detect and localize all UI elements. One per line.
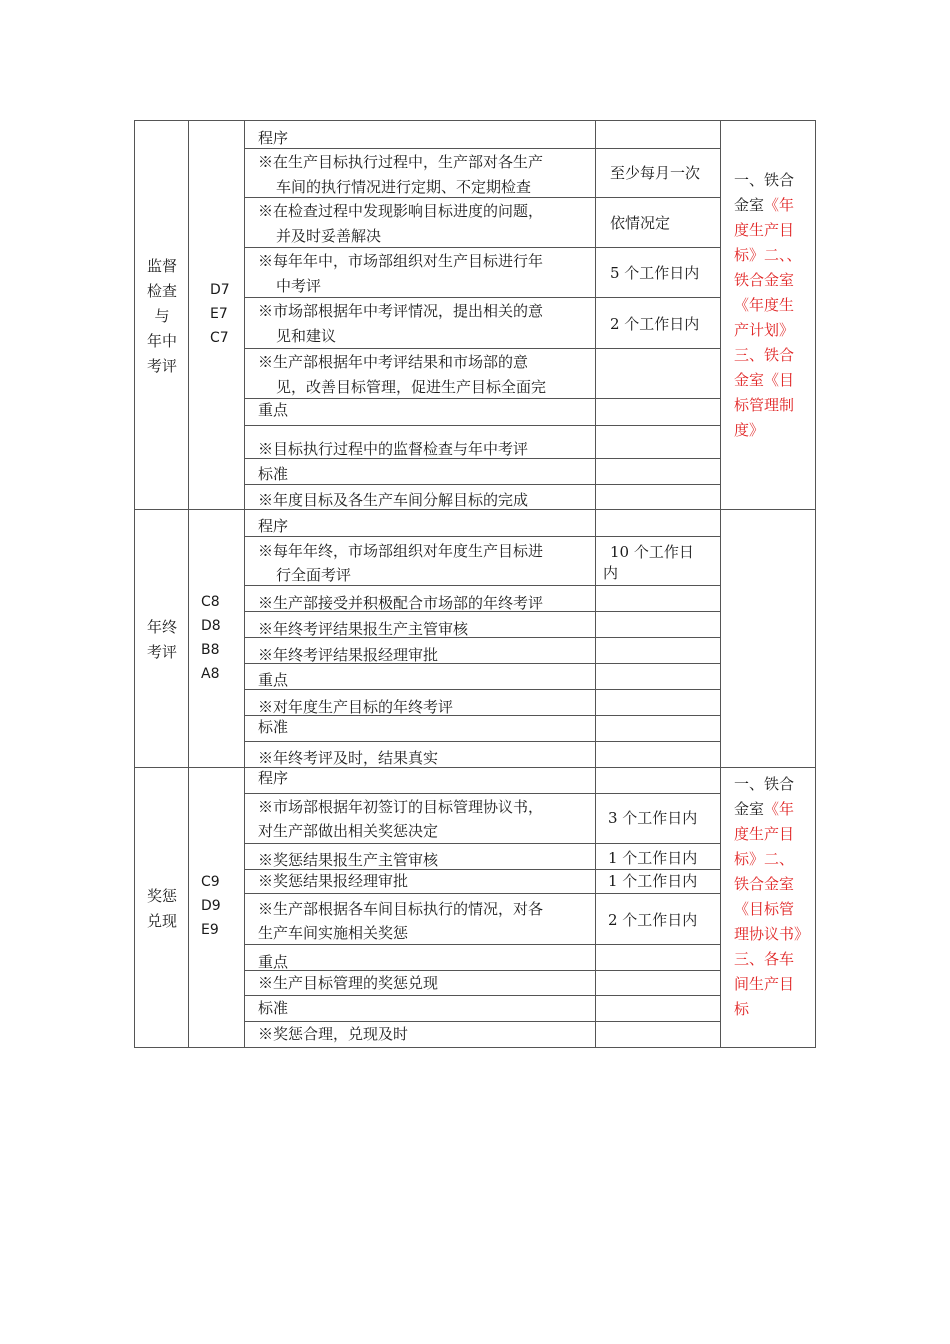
table-row-text: 中考评 xyxy=(276,277,322,295)
row-heading-key-point: 重点 xyxy=(258,671,289,689)
row-heading-key-point: 重点 xyxy=(258,953,289,971)
table-row-text: ※在生产目标执行过程中，生产部对各生产 xyxy=(258,153,544,171)
section-name xyxy=(140,884,184,934)
time-limit: 1 个工作日内 xyxy=(608,872,698,890)
table-row-text: ※年终考评结果报生产主管审核 xyxy=(258,620,469,638)
section-name-line: 考评 xyxy=(146,357,177,375)
ref-text: 一、铁合金室 xyxy=(734,171,795,214)
table-row-text: 见和建议 xyxy=(276,327,337,345)
code: D7 xyxy=(210,282,230,298)
code: E9 xyxy=(201,922,219,938)
table-row-text: ※年终考评及时，结果真实 xyxy=(258,749,439,767)
code: C8 xyxy=(201,594,220,610)
table-row-text: 并及时妥善解决 xyxy=(276,227,382,245)
section-codes xyxy=(210,278,230,350)
table-row-text: ※市场部根据年初签订的目标管理协议书， xyxy=(258,798,544,816)
table-row-text: ※年终考评结果报经理审批 xyxy=(258,646,439,664)
code: C9 xyxy=(201,874,220,890)
time-limit: 内 xyxy=(603,564,619,582)
section-name-line: 年中 xyxy=(146,332,177,350)
section-name xyxy=(140,615,184,665)
table-row-text: ※生产目标管理的奖惩兑现 xyxy=(258,974,439,992)
section-name-line: 检查 xyxy=(146,282,177,300)
code: C7 xyxy=(210,330,229,346)
table-row-text: 行全面考评 xyxy=(276,566,352,584)
section-name-line: 奖惩 xyxy=(146,887,177,905)
ref-doc-title: 《年度生产目标》 xyxy=(734,196,795,264)
table-row-text: ※生产部根据年中考评结果和市场部的意 xyxy=(258,353,529,371)
section-codes xyxy=(201,590,221,686)
table-row-text: 对生产部做出相关奖惩决定 xyxy=(258,822,439,840)
section-name-line: 年终 xyxy=(146,618,177,636)
table-row-text: ※生产部接受并积极配合市场部的年终考评 xyxy=(258,594,544,612)
time-limit: 依情况定 xyxy=(610,214,671,232)
ref-doc-title: 《目标管理协议书》 xyxy=(734,900,810,943)
ref-text: 三、各车间生产目标 xyxy=(734,950,795,1018)
ref-text: 一、铁合金室 xyxy=(734,775,795,818)
table-row-text: ※年度目标及各生产车间分解目标的完成 xyxy=(258,491,529,509)
time-limit: 至少每月一次 xyxy=(610,164,701,182)
table-row-text: ※对年度生产目标的年终考评 xyxy=(258,698,454,716)
time-limit: 2 个工作日内 xyxy=(608,911,698,929)
section-name-line: 监督 xyxy=(146,257,177,275)
table-row-text: ※每年年中，市场部组织对生产目标进行年 xyxy=(258,252,544,270)
table-row-text: ※在检查过程中发现影响目标进度的问题， xyxy=(258,202,544,220)
row-heading-procedure: 程序 xyxy=(258,769,289,787)
section-name-line: 兑现 xyxy=(146,912,177,930)
table-row-text: ※奖惩结果报生产主管审核 xyxy=(258,851,439,869)
code: B8 xyxy=(201,642,220,658)
time-limit: 3 个工作日内 xyxy=(608,809,698,827)
ref-doc-title: 《目标管理制度》 xyxy=(734,371,795,439)
table-row-text: ※每年年终，市场部组织对年度生产目标进 xyxy=(258,542,544,560)
ref-doc-title: 《年度生产目标》 xyxy=(734,800,795,868)
row-heading-standard: 标准 xyxy=(258,999,289,1017)
time-limit: 10 个工作日 xyxy=(610,543,694,561)
table-row-text: ※奖惩结果报经理审批 xyxy=(258,872,409,890)
time-limit: 1 个工作日内 xyxy=(608,849,698,867)
row-heading-standard: 标准 xyxy=(258,718,289,736)
section-name-line: 考评 xyxy=(146,643,177,661)
code: A8 xyxy=(201,666,220,682)
row-heading-key-point: 重点 xyxy=(258,401,289,419)
time-limit: 5 个工作日内 xyxy=(610,264,700,282)
table-row-text: ※生产部根据各车间目标执行的情况，对各 xyxy=(258,900,544,918)
table-row-text: ※市场部根据年中考评情况，提出相关的意 xyxy=(258,302,544,320)
ref-text: 三、铁合金室 xyxy=(734,346,795,389)
code: D9 xyxy=(201,898,221,914)
row-heading-procedure: 程序 xyxy=(258,517,289,535)
section-name xyxy=(140,254,184,379)
table-row-text: 车间的执行情况进行定期、不定期检查 xyxy=(276,178,532,196)
table-row-text: 生产车间实施相关奖惩 xyxy=(258,924,409,942)
row-heading-standard: 标准 xyxy=(258,465,289,483)
table-row-text: ※目标执行过程中的监督检查与年中考评 xyxy=(258,440,529,458)
code: E7 xyxy=(210,306,228,322)
section-name-line: 与 xyxy=(154,307,170,325)
ref-text: 二、铁合金室 xyxy=(734,850,795,893)
table-row-text: ※奖惩合理，兑现及时 xyxy=(258,1025,409,1043)
ref-doc-title: 《年度生产计划》 xyxy=(734,296,795,339)
ref-text: 二、、铁合金室 xyxy=(734,246,802,289)
time-limit: 2 个工作日内 xyxy=(610,315,700,333)
code: D8 xyxy=(201,618,221,634)
row-heading-procedure: 程序 xyxy=(258,129,289,147)
section-codes xyxy=(201,870,221,942)
table-row-text: 见，改善目标管理，促进生产目标全面完 xyxy=(276,378,547,396)
reference-documents xyxy=(734,168,804,443)
reference-documents xyxy=(734,772,810,1022)
